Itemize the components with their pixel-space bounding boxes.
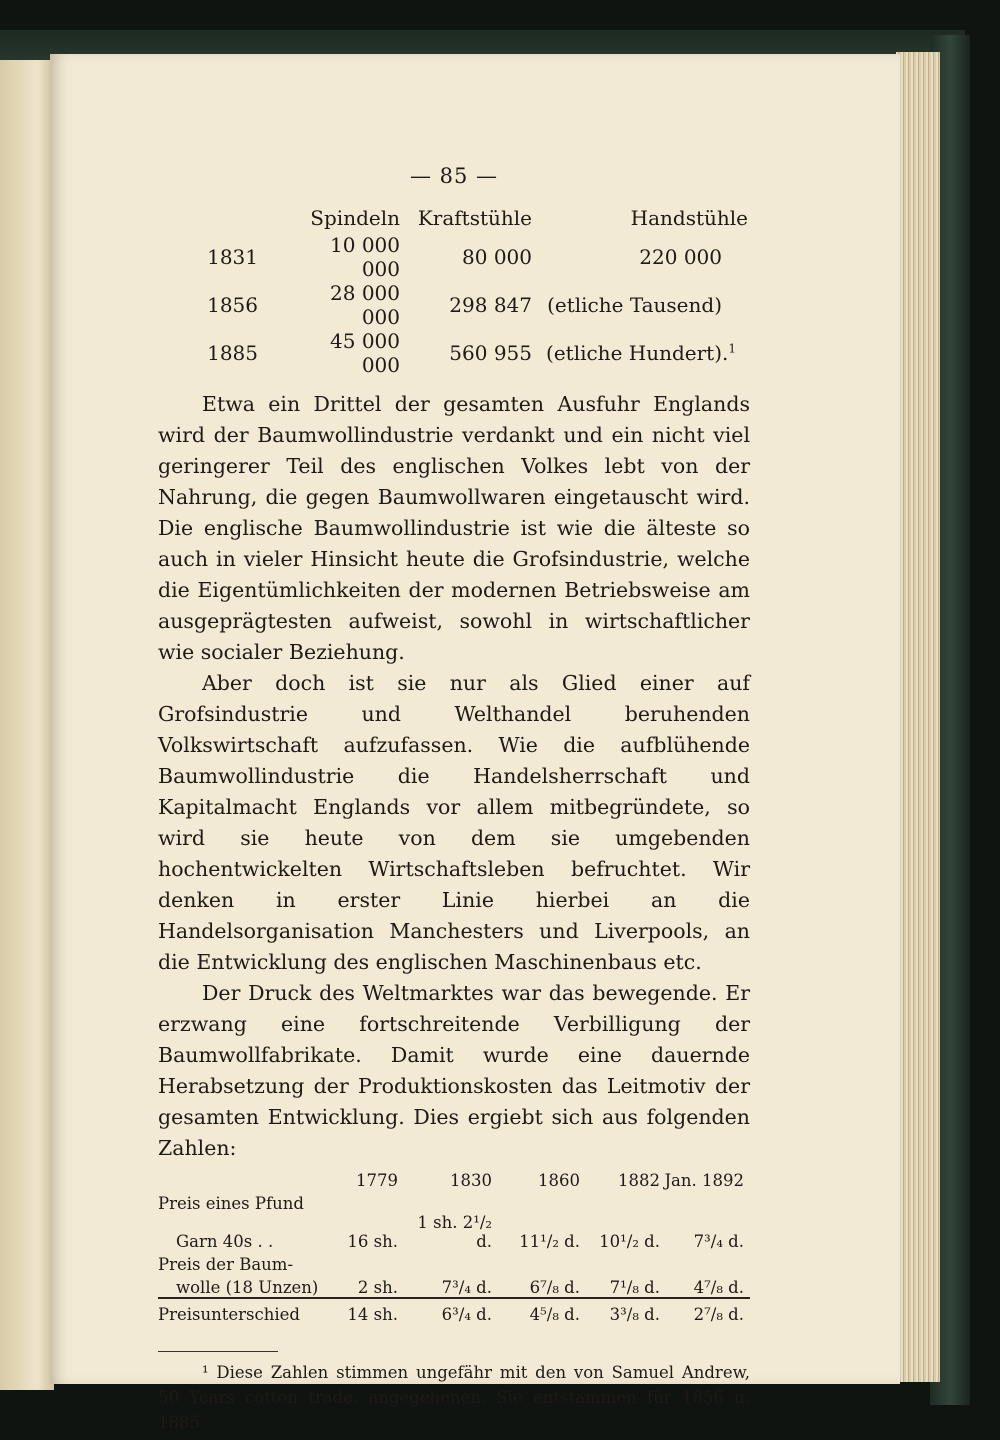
table-header-row [158,1166,750,1190]
page-edges [896,52,940,1382]
row-label: wolle (18 Unzen) [176,1278,319,1297]
year-cell: 1885 [207,341,258,365]
table-row [158,1190,750,1213]
body-paragraph: Der Druck des Weltmarktes war das bewegende. Er erzwang eine fortschreitende Verbilligung der Baumwollfabrikate. Damit wurde eine dauernde Herabsetzung der Produktionskosten das Leitmotiv der gesamten Entwicklung. Dies ergiebt sich aus folgenden Zahlen: [158,981,750,1160]
spindeln-cell: 45 000 000 [330,329,400,377]
row-label: Preis der Baum- [158,1255,294,1274]
handstuehle-value: (etliche Hundert). [546,341,729,365]
handstuehle-cell [532,329,750,377]
price-cell: 7¹/₈ d. [609,1278,660,1297]
price-cell: 6⁷/₈ d. [529,1278,580,1297]
handstuehle-value: (etliche Tausend) [547,293,722,317]
table-header-cell: Handstühle [630,205,748,230]
table-row [158,1251,750,1274]
price-cell: 7³/₄ d. [693,1232,744,1251]
year-header: 1779 [356,1171,398,1190]
body-paragraph: Etwa ein Drittel der gesamten Ausfuhr Englands wird der Baumwollindustrie verdankt und ein nicht viel geringerer Teil des englischen Volkes lebt von der Nahrung, die gegen Baumwollwaren eingetauscht wird. Die englische Baumwollindustrie ist wie die älteste so auch in vieler Hinsicht heute die Grofsindustrie, welche die Eigentümlichkeiten der modernen Betriebsweise am ausgeprägtesten aufweist, sowohl in wirtschaftlicher wie socialer Beziehung. [158,392,750,664]
row-label: Garn 40s . . [176,1232,274,1251]
price-cell: 2 sh. [357,1278,398,1297]
price-cell: 16 sh. [347,1232,398,1251]
table-header-cell [158,1166,326,1190]
price-cell: 4⁵/₈ d. [492,1298,580,1329]
spindeln-cell: 28 000 000 [330,281,400,329]
page-content [158,164,750,1435]
footnote-marker: 1 [728,341,736,356]
price-cell: 11¹/₂ d. [519,1232,580,1251]
year-header: 1830 [450,1171,492,1190]
table-header-row [158,202,750,233]
year-cell: 1831 [207,245,258,269]
price-cell: 1 sh. 2¹/₂ d. [417,1213,492,1251]
price-cell: 2⁷/₈ d. [660,1298,750,1329]
footnote-rule [158,1351,278,1352]
table-header-cell: Kraftstühle [417,205,532,230]
table-header-cell [158,202,290,233]
table-row [158,281,750,329]
price-cell: 3³/₈ d. [580,1298,660,1329]
total-row [158,1298,750,1329]
kraftstuehle-cell: 560 955 [449,341,532,365]
table-row [158,1213,750,1251]
year-cell: 1856 [207,293,258,317]
year-header: 1882 [618,1171,660,1190]
price-cell: 4⁷/₈ d. [693,1278,744,1297]
row-label: Preisunterschied [158,1298,326,1329]
price-cell: 7³/₄ d. [441,1278,492,1297]
book-page [50,54,900,1432]
left-page-edge [0,60,54,1390]
kraftstuehle-cell: 80 000 [462,245,532,269]
spindles-looms-table [158,202,750,377]
handstuehle-cell [532,281,750,329]
year-header: Jan. 1892 [664,1171,744,1190]
price-cell: 6³/₄ d. [406,1298,492,1329]
price-cell: 10¹/₂ d. [599,1232,660,1251]
kraftstuehle-cell: 298 847 [449,293,532,317]
year-header: 1860 [538,1171,580,1190]
price-cell: 14 sh. [326,1298,406,1329]
table-row [158,329,750,377]
body-paragraph: Aber doch ist sie nur als Glied einer auf Grofsindustrie und Welthandel beruhenden Volkswirtschaft aufzufassen. Wie die aufblühende Baumwollindustrie die Handelsherrschaft und Kapitalmacht Englands vor allem mitbegründete, so wird sie heute von dem sie umgebenden hochentwickelten Wirtschaftsleben befruchtet. Wir denken in erster Linie hierbei an die Handelsorganisation Manchesters und Liverpools, an die Entwicklung des englischen Maschinenbaus etc. [158,671,750,974]
handstuehle-cell [532,233,750,281]
table-header-cell: Spindeln [310,205,400,230]
handstuehle-value: 220 000 [639,245,722,269]
table-row [158,1274,750,1298]
spindeln-cell: 10 000 000 [330,233,400,281]
page-number: — 85 — [409,164,499,188]
table-row [158,233,750,281]
row-label: Preis eines Pfund [158,1194,304,1213]
price-table [158,1166,750,1329]
footnote: ¹ Diese Zahlen stimmen ungefähr mit den von Samuel Andrew, 50 Years cotton trade, angegebenen. Sie entstammen für 1856 u. 1885 [158,1363,750,1432]
